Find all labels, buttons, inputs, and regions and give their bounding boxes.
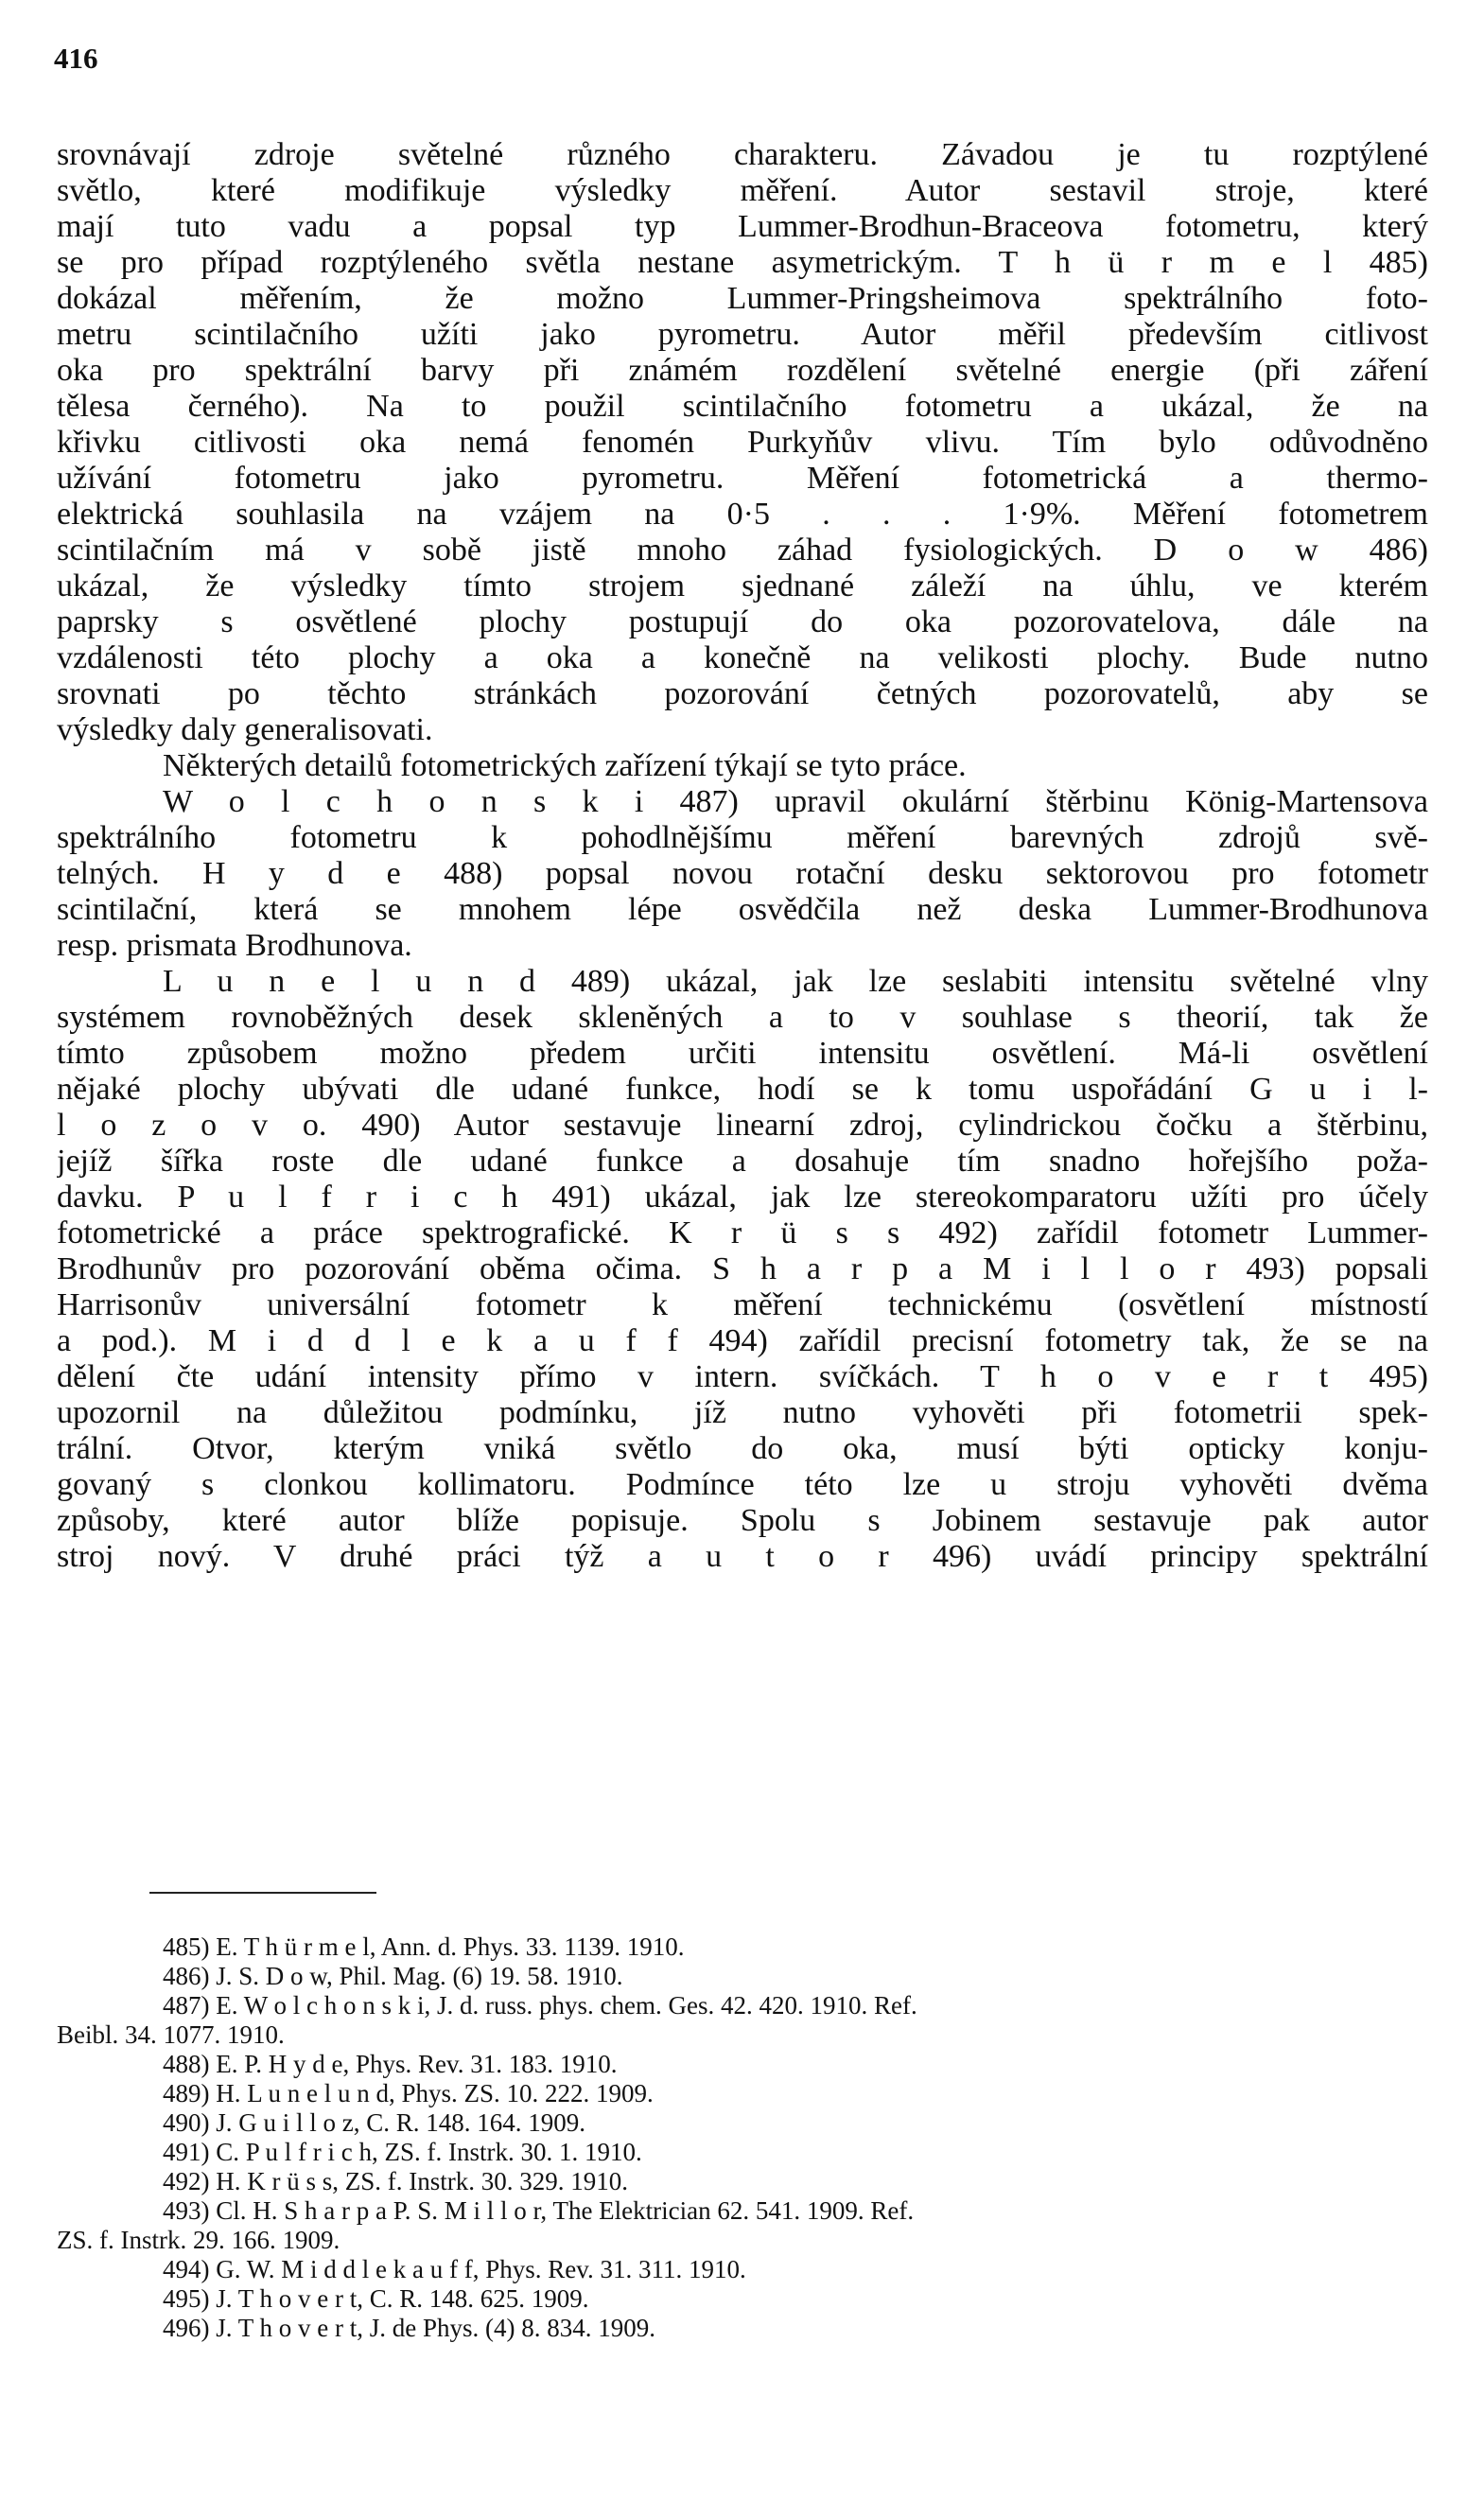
- body-text: [57, 137, 1428, 1575]
- text-line: fotometrické a práce spektrografické. K r ü s s 492) zařídil fotometr Lummer-: [57, 1215, 1428, 1250]
- footnotes: [57, 1932, 1428, 2343]
- text-line: a pod.). M i d d l e k a u f f 494) zařídil precisní fotometry tak, že se na: [57, 1323, 1428, 1358]
- footnote-line: 491) C. P u l f r i c h, ZS. f. Instrk. 30. 1. 1910.: [163, 2138, 642, 2166]
- footnote-line: 495) J. T h o v e r t, C. R. 148. 625. 1909.: [163, 2284, 589, 2313]
- text-line: dělení čte udání intensity přímo v intern. svíčkách. T h o v e r t 495): [57, 1359, 1428, 1394]
- text-line: trální. Otvor, kterým vniká světlo do oka, musí býti opticky konju-: [57, 1431, 1428, 1466]
- footnote-line: 493) Cl. H. S h a r p a P. S. M i l l o r, The Elektrician 62. 541. 1909. Ref.: [163, 2196, 915, 2225]
- page-number: 416: [54, 42, 98, 75]
- text-line: nějaké plochy ubývati dle udané funkce, hodí se k tomu uspořádání G u i l-: [57, 1072, 1428, 1107]
- footnote-line: 486) J. S. D o w, Phil. Mag. (6) 19. 58. 1910.: [163, 1962, 623, 1990]
- text-line: scintilačním má v sobě jistě mnoho záhad fysiologických. D o w 486): [57, 533, 1428, 568]
- footnote-line: 492) H. K r ü s s, ZS. f. Instrk. 30. 329. 1910.: [163, 2167, 628, 2195]
- text-line: resp. prismata Brodhunova.: [57, 928, 412, 963]
- text-line: spektrálního fotometru k pohodlnějšímu měření barevných zdrojů svě-: [57, 820, 1428, 855]
- text-line: světlo, které modifikuje výsledky měření. Autor sestavil stroje, které: [57, 173, 1428, 208]
- text-line: ukázal, že výsledky tímto strojem sjednané záleží na úhlu, ve kterém: [57, 568, 1428, 603]
- text-line: dokázal měřením, že možno Lummer-Pringsheimova spektrálního foto-: [57, 281, 1428, 316]
- text-line: davku. P u l f r i c h 491) ukázal, jak lze stereokomparatoru užíti pro účely: [57, 1180, 1428, 1215]
- footnote-line: 490) J. G u i l l o z, C. R. 148. 164. 1909.: [163, 2108, 586, 2137]
- text-line: srovnati po těchto stránkách pozorování četných pozorovatelů, aby se: [57, 676, 1428, 711]
- text-line: výsledky daly generalisovati.: [57, 712, 433, 747]
- text-line: způsoby, které autor blíže popisuje. Spolu s Jobinem sestavuje pak autor: [57, 1503, 1428, 1538]
- footnote-line: 488) E. P. H y d e, Phys. Rev. 31. 183. 1910.: [163, 2050, 618, 2078]
- text-line: metru scintilačního užíti jako pyrometru. Autor měřil především citlivost: [57, 317, 1428, 352]
- text-line: vzdálenosti této plochy a oka a konečně na velikosti plochy. Bude nutno: [57, 640, 1428, 675]
- text-line: Harrisonův universální fotometr k měření technickému (osvětlení místností: [57, 1287, 1428, 1322]
- footnote-line: Beibl. 34. 1077. 1910.: [57, 2020, 285, 2049]
- footnote-line: 485) E. T h ü r m e l, Ann. d. Phys. 33. 1139. 1910.: [163, 1932, 685, 1961]
- footnote-line: ZS. f. Instrk. 29. 166. 1909.: [57, 2226, 340, 2254]
- text-line: Brodhunův pro pozorování oběma očima. S h a r p a M i l l o r 493) popsali: [57, 1251, 1428, 1286]
- text-line: upozornil na důležitou podmínku, jíž nutno vyhověti při fotometrii spek-: [57, 1395, 1428, 1430]
- text-line: elektrická souhlasila na vzájem na 0·5 . . . 1·9%. Měření fotometrem: [57, 497, 1428, 532]
- text-line: scintilační, která se mnohem lépe osvědčila než deska Lummer-Brodhunova: [57, 892, 1428, 927]
- footnote-line: 487) E. W o l c h o n s k i, J. d. russ. phys. chem. Ges. 42. 420. 1910. Ref.: [163, 1991, 917, 2020]
- text-line: mají tuto vadu a popsal typ Lummer-Brodhun-Braceova fotometru, který: [57, 209, 1428, 244]
- text-line: užívání fotometru jako pyrometru. Měření fotometrická a thermo-: [57, 461, 1428, 496]
- text-line: stroj nový. V druhé práci týž a u t o r 496) uvádí principy spektrální: [57, 1539, 1428, 1574]
- text-line: systémem rovnoběžných desek skleněných a to v souhlase s theorií, tak že: [57, 1000, 1428, 1035]
- text-line: paprsky s osvětlené plochy postupují do oka pozorovatelova, dále na: [57, 604, 1428, 639]
- text-line: l o z o v o. 490) Autor sestavuje linearní zdroj, cylindrickou čočku a štěrbinu,: [57, 1108, 1428, 1143]
- text-line: telných. H y d e 488) popsal novou rotační desku sektorovou pro fotometr: [57, 856, 1428, 891]
- footnote-divider: [149, 1892, 376, 1894]
- text-line: L u n e l u n d 489) ukázal, jak lze seslabiti intensitu světelné vlny: [163, 964, 1428, 999]
- text-line: tělesa černého). Na to použil scintilačního fotometru a ukázal, že na: [57, 389, 1428, 424]
- text-line: jejíž šířka roste dle udané funkce a dosahuje tím snadno hořejšího poža-: [57, 1144, 1428, 1179]
- text-line: srovnávají zdroje světelné různého charakteru. Závadou je tu rozptýlené: [57, 137, 1428, 172]
- text-line: W o l c h o n s k i 487) upravil okulární štěrbinu König-Martensova: [163, 784, 1428, 819]
- footnote-line: 494) G. W. M i d d l e k a u f f, Phys. Rev. 31. 311. 1910.: [163, 2255, 746, 2283]
- text-line: govaný s clonkou kollimatoru. Podmínce této lze u stroju vyhověti dvěma: [57, 1467, 1428, 1502]
- text-line: se pro případ rozptýleného světla nestane asymetrickým. T h ü r m e l 485): [57, 245, 1428, 280]
- footnote-line: 489) H. L u n e l u n d, Phys. ZS. 10. 222. 1909.: [163, 2079, 654, 2107]
- text-line: Některých detailů fotometrických zařízení týkají se tyto práce.: [163, 748, 967, 783]
- text-line: tímto způsobem možno předem určiti intensitu osvětlení. Má-li osvětlení: [57, 1036, 1428, 1071]
- text-line: křivku citlivosti oka nemá fenomén Purkyňův vlivu. Tím bylo odůvodněno: [57, 425, 1428, 460]
- footnote-line: 496) J. T h o v e r t, J. de Phys. (4) 8. 834. 1909.: [163, 2314, 655, 2342]
- text-line: oka pro spektrální barvy při známém rozdělení světelné energie (při záření: [57, 353, 1428, 388]
